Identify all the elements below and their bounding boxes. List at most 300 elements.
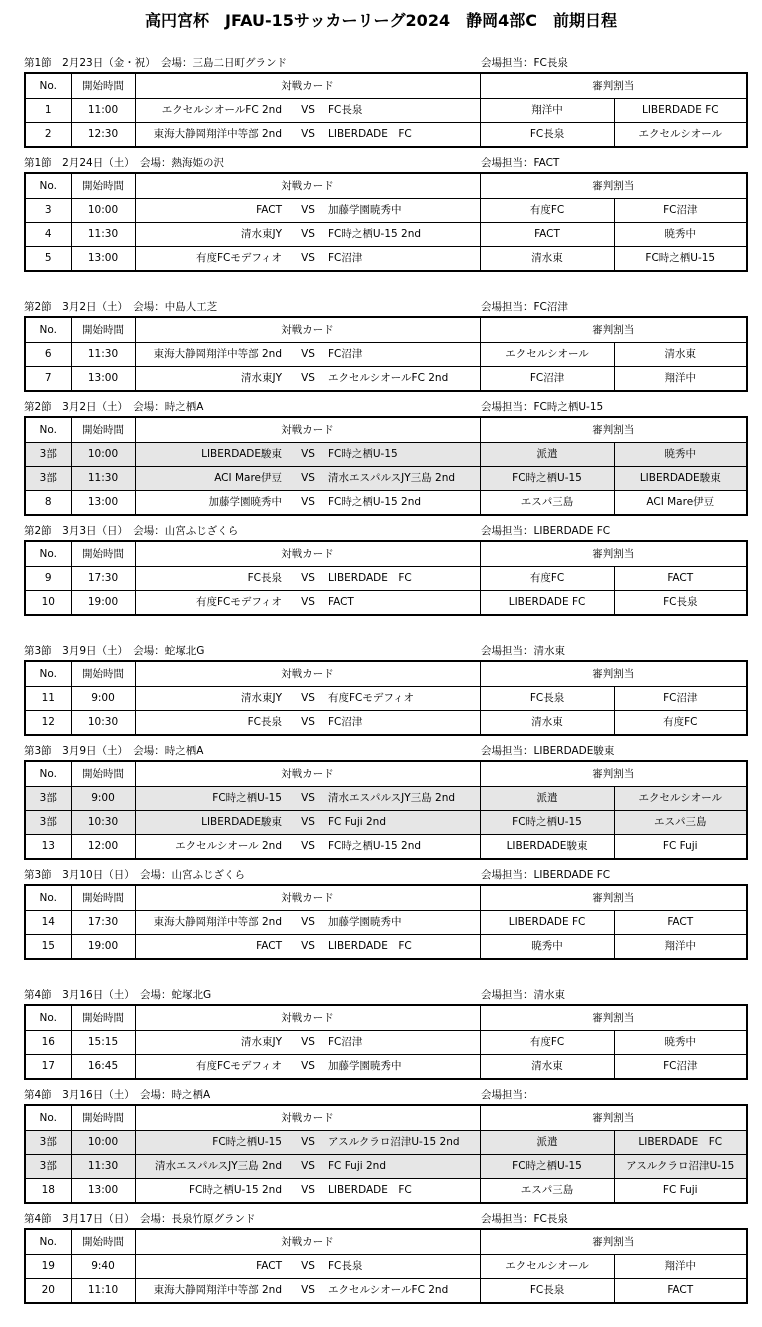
header-match-card: 対戦カード bbox=[135, 661, 480, 687]
venue-manager-label: 会場担当：清水東 bbox=[481, 989, 565, 1001]
home-team: FC時之栖U-15 bbox=[135, 787, 290, 811]
referee-1: 派遣 bbox=[480, 1131, 614, 1155]
referee-2: 暁秀中 bbox=[614, 1031, 747, 1055]
referee-1: FC長泉 bbox=[480, 123, 614, 148]
referee-1: FC長泉 bbox=[480, 1279, 614, 1304]
venue-manager-label: 会場担当：FACT bbox=[481, 157, 560, 169]
referee-1: FC長泉 bbox=[480, 687, 614, 711]
table-row bbox=[25, 591, 747, 616]
matchday-venue-label: 第4節 3月16日（土） 会場：蛇塚北G bbox=[24, 989, 212, 1001]
start-time: 16:45 bbox=[71, 1055, 135, 1080]
start-time: 19:00 bbox=[71, 935, 135, 960]
vs-label: VS bbox=[290, 223, 326, 247]
away-team: FC長泉 bbox=[326, 99, 480, 123]
referee-2: FC沼津 bbox=[614, 687, 747, 711]
away-team: 有度FCモデフィオ bbox=[326, 687, 480, 711]
header-match-card: 対戦カード bbox=[135, 417, 480, 443]
matchday-venue-label: 第2節 3月3日（日） 会場：山宮ふじざくら bbox=[24, 525, 239, 537]
table-header-row bbox=[25, 1105, 747, 1131]
home-team: FC長泉 bbox=[135, 567, 290, 591]
referee-1: エスパ三島 bbox=[480, 491, 614, 516]
match-no: 2 bbox=[25, 123, 71, 148]
match-no: 6 bbox=[25, 343, 71, 367]
vs-label: VS bbox=[290, 1031, 326, 1055]
home-team: ACI Mare伊豆 bbox=[135, 467, 290, 491]
start-time: 15:15 bbox=[71, 1031, 135, 1055]
venue-manager-label: 会場担当：FC長泉 bbox=[481, 57, 568, 69]
away-team: FC沼津 bbox=[326, 711, 480, 736]
start-time: 11:30 bbox=[71, 343, 135, 367]
matchday-venue-label: 第3節 3月9日（土） 会場：時之栖A bbox=[24, 745, 204, 757]
referee-2: 暁秀中 bbox=[614, 443, 747, 467]
referee-1: FC沼津 bbox=[480, 367, 614, 392]
vs-label: VS bbox=[290, 199, 326, 223]
header-no: No. bbox=[25, 317, 71, 343]
referee-2: FC沼津 bbox=[614, 1055, 747, 1080]
venue-manager-label: 会場担当： bbox=[481, 1089, 534, 1101]
vs-label: VS bbox=[290, 1055, 326, 1080]
header-start-time: 開始時間 bbox=[71, 541, 135, 567]
home-team: 清水エスパルスJY三島 2nd bbox=[135, 1155, 290, 1179]
referee-2: 翔洋中 bbox=[614, 1255, 747, 1279]
schedule-table bbox=[24, 540, 748, 616]
section-info-line bbox=[24, 743, 746, 760]
schedule-section bbox=[24, 643, 746, 736]
referee-2: FACT bbox=[614, 911, 747, 935]
vs-label: VS bbox=[290, 367, 326, 392]
referee-2: エクセルシオール bbox=[614, 123, 747, 148]
schedule-table bbox=[24, 1104, 748, 1204]
home-team: 有度FCモデフィオ bbox=[135, 1055, 290, 1080]
referee-1: 暁秀中 bbox=[480, 935, 614, 960]
home-team: 有度FCモデフィオ bbox=[135, 591, 290, 616]
header-referee: 審判割当 bbox=[480, 73, 747, 99]
vs-label: VS bbox=[290, 811, 326, 835]
vs-label: VS bbox=[290, 443, 326, 467]
table-header-row bbox=[25, 417, 747, 443]
vs-label: VS bbox=[290, 1131, 326, 1155]
section-info-line bbox=[24, 299, 746, 316]
referee-1: 派遣 bbox=[480, 787, 614, 811]
venue-manager-label: 会場担当：LIBERDADE FC bbox=[481, 869, 611, 881]
start-time: 10:30 bbox=[71, 811, 135, 835]
header-no: No. bbox=[25, 73, 71, 99]
schedule-table bbox=[24, 416, 748, 516]
vs-label: VS bbox=[290, 911, 326, 935]
vs-label: VS bbox=[290, 835, 326, 860]
match-no: 13 bbox=[25, 835, 71, 860]
table-row bbox=[25, 835, 747, 860]
header-start-time: 開始時間 bbox=[71, 173, 135, 199]
section-info-line bbox=[24, 1087, 746, 1104]
table-row bbox=[25, 687, 747, 711]
matchday-venue-label: 第1節 2月23日（金・祝） 会場：三島二日町グランド bbox=[24, 57, 287, 69]
header-start-time: 開始時間 bbox=[71, 1005, 135, 1031]
header-start-time: 開始時間 bbox=[71, 1105, 135, 1131]
referee-2: FACT bbox=[614, 1279, 747, 1304]
table-row bbox=[25, 1131, 747, 1155]
away-team: LIBERDADE FC bbox=[326, 567, 480, 591]
referee-1: FC時之栖U-15 bbox=[480, 811, 614, 835]
schedule-section bbox=[24, 743, 746, 860]
schedule-table bbox=[24, 1228, 748, 1304]
referee-2: ACI Mare伊豆 bbox=[614, 491, 747, 516]
start-time: 9:00 bbox=[71, 687, 135, 711]
referee-2: 有度FC bbox=[614, 711, 747, 736]
table-row bbox=[25, 99, 747, 123]
home-team: 東海大静岡翔洋中等部 2nd bbox=[135, 911, 290, 935]
home-team: FACT bbox=[135, 935, 290, 960]
table-row bbox=[25, 1179, 747, 1204]
referee-2: 暁秀中 bbox=[614, 223, 747, 247]
match-no: 20 bbox=[25, 1279, 71, 1304]
table-header-row bbox=[25, 73, 747, 99]
header-match-card: 対戦カード bbox=[135, 885, 480, 911]
start-time: 11:10 bbox=[71, 1279, 135, 1304]
start-time: 10:30 bbox=[71, 711, 135, 736]
vs-label: VS bbox=[290, 687, 326, 711]
referee-1: 清水東 bbox=[480, 247, 614, 272]
schedule-section bbox=[24, 1211, 746, 1304]
header-referee: 審判割当 bbox=[480, 173, 747, 199]
start-time: 9:40 bbox=[71, 1255, 135, 1279]
header-no: No. bbox=[25, 1229, 71, 1255]
vs-label: VS bbox=[290, 711, 326, 736]
section-info-line bbox=[24, 399, 746, 416]
home-team: エクセルシオールFC 2nd bbox=[135, 99, 290, 123]
header-start-time: 開始時間 bbox=[71, 761, 135, 787]
referee-2: FC Fuji bbox=[614, 835, 747, 860]
table-row bbox=[25, 811, 747, 835]
section-info-line bbox=[24, 643, 746, 660]
away-team: FC長泉 bbox=[326, 1255, 480, 1279]
match-no: 10 bbox=[25, 591, 71, 616]
away-team: FC時之栖U-15 2nd bbox=[326, 491, 480, 516]
table-row bbox=[25, 1031, 747, 1055]
match-no: 17 bbox=[25, 1055, 71, 1080]
home-team: LIBERDADE駿東 bbox=[135, 443, 290, 467]
start-time: 11:30 bbox=[71, 223, 135, 247]
section-info-line bbox=[24, 1211, 746, 1228]
vs-label: VS bbox=[290, 99, 326, 123]
start-time: 10:00 bbox=[71, 199, 135, 223]
table-row bbox=[25, 1155, 747, 1179]
match-no: 1 bbox=[25, 99, 71, 123]
home-team: 清水東JY bbox=[135, 223, 290, 247]
start-time: 17:30 bbox=[71, 911, 135, 935]
start-time: 13:00 bbox=[71, 247, 135, 272]
away-team: 清水エスパルスJY三島 2nd bbox=[326, 787, 480, 811]
home-team: FC長泉 bbox=[135, 711, 290, 736]
table-row bbox=[25, 1255, 747, 1279]
away-team: 清水エスパルスJY三島 2nd bbox=[326, 467, 480, 491]
referee-1: 清水東 bbox=[480, 1055, 614, 1080]
vs-label: VS bbox=[290, 123, 326, 148]
start-time: 13:00 bbox=[71, 491, 135, 516]
away-team: 加藤学園暁秀中 bbox=[326, 911, 480, 935]
header-referee: 審判割当 bbox=[480, 541, 747, 567]
venue-manager-label: 会場担当：LIBERDADE FC bbox=[481, 525, 611, 537]
referee-1: LIBERDADE駿東 bbox=[480, 835, 614, 860]
table-header-row bbox=[25, 1229, 747, 1255]
away-team: FC Fuji 2nd bbox=[326, 1155, 480, 1179]
referee-1: 有度FC bbox=[480, 199, 614, 223]
table-header-row bbox=[25, 173, 747, 199]
away-team: エクセルシオールFC 2nd bbox=[326, 367, 480, 392]
header-referee: 審判割当 bbox=[480, 417, 747, 443]
header-start-time: 開始時間 bbox=[71, 1229, 135, 1255]
venue-manager-label: 会場担当：FC長泉 bbox=[481, 1213, 568, 1225]
table-header-row bbox=[25, 761, 747, 787]
referee-1: 翔洋中 bbox=[480, 99, 614, 123]
referee-1: LIBERDADE FC bbox=[480, 591, 614, 616]
match-no: 18 bbox=[25, 1179, 71, 1204]
matchday-venue-label: 第2節 3月2日（土） 会場：時之栖A bbox=[24, 401, 204, 413]
referee-1: FC時之栖U-15 bbox=[480, 467, 614, 491]
home-team: FACT bbox=[135, 1255, 290, 1279]
referee-1: エクセルシオール bbox=[480, 1255, 614, 1279]
match-no: 9 bbox=[25, 567, 71, 591]
match-no: 15 bbox=[25, 935, 71, 960]
home-team: FACT bbox=[135, 199, 290, 223]
table-row bbox=[25, 711, 747, 736]
table-row bbox=[25, 247, 747, 272]
match-no: 3部 bbox=[25, 811, 71, 835]
start-time: 13:00 bbox=[71, 1179, 135, 1204]
referee-2: アスルクラロ沼津U-15 bbox=[614, 1155, 747, 1179]
home-team: 加藤学園暁秀中 bbox=[135, 491, 290, 516]
schedule-table bbox=[24, 1004, 748, 1080]
schedule-table bbox=[24, 660, 748, 736]
matchday-venue-label: 第3節 3月10日（日） 会場：山宮ふじざくら bbox=[24, 869, 245, 881]
table-row bbox=[25, 443, 747, 467]
referee-2: FACT bbox=[614, 567, 747, 591]
home-team: 清水東JY bbox=[135, 367, 290, 392]
table-row bbox=[25, 223, 747, 247]
away-team: FC沼津 bbox=[326, 1031, 480, 1055]
header-referee: 審判割当 bbox=[480, 761, 747, 787]
referee-2: 清水東 bbox=[614, 343, 747, 367]
away-team: FC時之栖U-15 2nd bbox=[326, 223, 480, 247]
away-team: アスルクラロ沼津U-15 2nd bbox=[326, 1131, 480, 1155]
referee-2: LIBERDADE駿東 bbox=[614, 467, 747, 491]
header-start-time: 開始時間 bbox=[71, 885, 135, 911]
schedule-section bbox=[24, 55, 746, 148]
home-team: FC時之栖U-15 2nd bbox=[135, 1179, 290, 1204]
header-match-card: 対戦カード bbox=[135, 173, 480, 199]
start-time: 10:00 bbox=[71, 443, 135, 467]
start-time: 11:30 bbox=[71, 467, 135, 491]
match-no: 8 bbox=[25, 491, 71, 516]
match-no: 4 bbox=[25, 223, 71, 247]
header-no: No. bbox=[25, 1005, 71, 1031]
referee-2: エクセルシオール bbox=[614, 787, 747, 811]
vs-label: VS bbox=[290, 247, 326, 272]
start-time: 17:30 bbox=[71, 567, 135, 591]
schedule-table bbox=[24, 172, 748, 272]
referee-2: FC沼津 bbox=[614, 199, 747, 223]
match-no: 19 bbox=[25, 1255, 71, 1279]
schedule-section bbox=[24, 987, 746, 1080]
match-no: 3部 bbox=[25, 1155, 71, 1179]
home-team: 東海大静岡翔洋中等部 2nd bbox=[135, 343, 290, 367]
match-no: 3部 bbox=[25, 443, 71, 467]
away-team: FACT bbox=[326, 591, 480, 616]
section-info-line bbox=[24, 55, 746, 72]
header-referee: 審判割当 bbox=[480, 1105, 747, 1131]
match-no: 12 bbox=[25, 711, 71, 736]
header-referee: 審判割当 bbox=[480, 885, 747, 911]
table-row bbox=[25, 935, 747, 960]
match-no: 5 bbox=[25, 247, 71, 272]
header-match-card: 対戦カード bbox=[135, 541, 480, 567]
matchday-venue-label: 第4節 3月16日（土） 会場：時之栖A bbox=[24, 1089, 211, 1101]
header-match-card: 対戦カード bbox=[135, 1229, 480, 1255]
table-row bbox=[25, 1055, 747, 1080]
start-time: 9:00 bbox=[71, 787, 135, 811]
vs-label: VS bbox=[290, 467, 326, 491]
referee-1: FC時之栖U-15 bbox=[480, 1155, 614, 1179]
header-referee: 審判割当 bbox=[480, 661, 747, 687]
referee-1: 有度FC bbox=[480, 1031, 614, 1055]
home-team: 東海大静岡翔洋中等部 2nd bbox=[135, 123, 290, 148]
table-row bbox=[25, 467, 747, 491]
away-team: FC沼津 bbox=[326, 343, 480, 367]
venue-manager-label: 会場担当：LIBERDADE駿東 bbox=[481, 745, 615, 757]
table-row bbox=[25, 1279, 747, 1304]
schedule-table bbox=[24, 760, 748, 860]
start-time: 11:30 bbox=[71, 1155, 135, 1179]
home-team: 清水東JY bbox=[135, 1031, 290, 1055]
vs-label: VS bbox=[290, 1255, 326, 1279]
away-team: LIBERDADE FC bbox=[326, 935, 480, 960]
table-row bbox=[25, 911, 747, 935]
referee-1: FACT bbox=[480, 223, 614, 247]
header-referee: 審判割当 bbox=[480, 1229, 747, 1255]
home-team: 清水東JY bbox=[135, 687, 290, 711]
header-no: No. bbox=[25, 173, 71, 199]
away-team: FC時之栖U-15 2nd bbox=[326, 835, 480, 860]
home-team: 東海大静岡翔洋中等部 2nd bbox=[135, 1279, 290, 1304]
vs-label: VS bbox=[290, 567, 326, 591]
header-match-card: 対戦カード bbox=[135, 761, 480, 787]
away-team: LIBERDADE FC bbox=[326, 123, 480, 148]
match-no: 3 bbox=[25, 199, 71, 223]
start-time: 11:00 bbox=[71, 99, 135, 123]
referee-1: 清水東 bbox=[480, 711, 614, 736]
referee-2: 翔洋中 bbox=[614, 367, 747, 392]
referee-1: エスパ三島 bbox=[480, 1179, 614, 1204]
schedule-table bbox=[24, 72, 748, 148]
vs-label: VS bbox=[290, 591, 326, 616]
section-info-line bbox=[24, 987, 746, 1004]
venue-manager-label: 会場担当：清水東 bbox=[481, 645, 565, 657]
start-time: 13:00 bbox=[71, 367, 135, 392]
header-no: No. bbox=[25, 541, 71, 567]
referee-1: LIBERDADE FC bbox=[480, 911, 614, 935]
match-no: 3部 bbox=[25, 787, 71, 811]
table-row bbox=[25, 199, 747, 223]
away-team: FC Fuji 2nd bbox=[326, 811, 480, 835]
header-match-card: 対戦カード bbox=[135, 1005, 480, 1031]
header-match-card: 対戦カード bbox=[135, 1105, 480, 1131]
home-team: FC時之栖U-15 bbox=[135, 1131, 290, 1155]
start-time: 19:00 bbox=[71, 591, 135, 616]
home-team: 有度FCモデフィオ bbox=[135, 247, 290, 272]
header-referee: 審判割当 bbox=[480, 317, 747, 343]
table-header-row bbox=[25, 885, 747, 911]
referee-1: 派遣 bbox=[480, 443, 614, 467]
header-referee: 審判割当 bbox=[480, 1005, 747, 1031]
referee-1: エクセルシオール bbox=[480, 343, 614, 367]
away-team: 加藤学園暁秀中 bbox=[326, 1055, 480, 1080]
match-no: 14 bbox=[25, 911, 71, 935]
match-no: 3部 bbox=[25, 467, 71, 491]
referee-2: 翔洋中 bbox=[614, 935, 747, 960]
referee-2: FC長泉 bbox=[614, 591, 747, 616]
header-start-time: 開始時間 bbox=[71, 73, 135, 99]
away-team: FC時之栖U-15 bbox=[326, 443, 480, 467]
venue-manager-label: 会場担当：FC沼津 bbox=[481, 301, 568, 313]
match-no: 3部 bbox=[25, 1131, 71, 1155]
header-no: No. bbox=[25, 417, 71, 443]
referee-2: FC Fuji bbox=[614, 1179, 747, 1204]
header-no: No. bbox=[25, 885, 71, 911]
away-team: FC沼津 bbox=[326, 247, 480, 272]
table-row bbox=[25, 787, 747, 811]
table-row bbox=[25, 123, 747, 148]
referee-2: LIBERDADE FC bbox=[614, 1131, 747, 1155]
venue-manager-label: 会場担当：FC時之栖U-15 bbox=[481, 401, 604, 413]
start-time: 12:30 bbox=[71, 123, 135, 148]
vs-label: VS bbox=[290, 935, 326, 960]
vs-label: VS bbox=[290, 343, 326, 367]
vs-label: VS bbox=[290, 1279, 326, 1304]
match-no: 7 bbox=[25, 367, 71, 392]
referee-2: FC時之栖U-15 bbox=[614, 247, 747, 272]
away-team: 加藤学園暁秀中 bbox=[326, 199, 480, 223]
header-start-time: 開始時間 bbox=[71, 661, 135, 687]
header-start-time: 開始時間 bbox=[71, 317, 135, 343]
header-match-card: 対戦カード bbox=[135, 317, 480, 343]
page-title: 高円宮杯 JFAU-15サッカーリーグ2024 静岡4部C 前期日程 bbox=[145, 11, 617, 30]
schedule-section bbox=[24, 523, 746, 616]
vs-label: VS bbox=[290, 1179, 326, 1204]
vs-label: VS bbox=[290, 787, 326, 811]
header-start-time: 開始時間 bbox=[71, 417, 135, 443]
table-header-row bbox=[25, 1005, 747, 1031]
home-team: LIBERDADE駿東 bbox=[135, 811, 290, 835]
section-info-line bbox=[24, 867, 746, 884]
table-header-row bbox=[25, 661, 747, 687]
table-row bbox=[25, 567, 747, 591]
section-info-line bbox=[24, 523, 746, 540]
match-no: 11 bbox=[25, 687, 71, 711]
home-team: エクセルシオール 2nd bbox=[135, 835, 290, 860]
schedule-table bbox=[24, 884, 748, 960]
header-no: No. bbox=[25, 1105, 71, 1131]
schedule-section bbox=[24, 1087, 746, 1204]
away-team: エクセルシオールFC 2nd bbox=[326, 1279, 480, 1304]
vs-label: VS bbox=[290, 1155, 326, 1179]
referee-2: エスパ三島 bbox=[614, 811, 747, 835]
schedule-section bbox=[24, 399, 746, 516]
section-info-line bbox=[24, 155, 746, 172]
schedule-section bbox=[24, 867, 746, 960]
matchday-venue-label: 第1節 2月24日（土） 会場：熱海姫の沢 bbox=[24, 157, 224, 169]
table-header-row bbox=[25, 317, 747, 343]
match-no: 16 bbox=[25, 1031, 71, 1055]
